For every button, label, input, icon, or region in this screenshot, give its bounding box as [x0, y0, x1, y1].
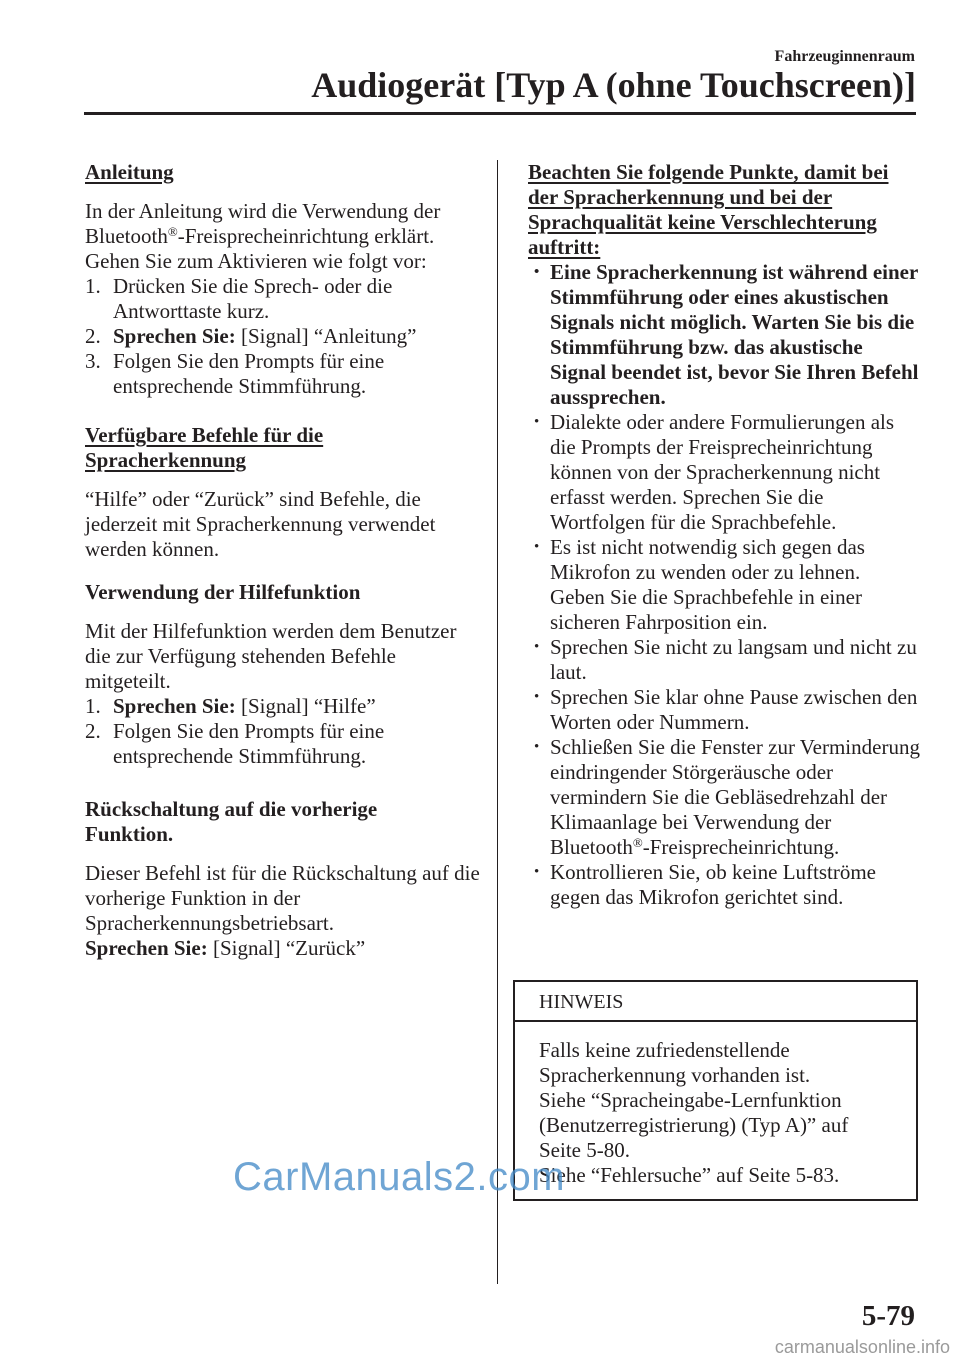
- precautions-heading: Beachten Sie folgende Punkte, damit bei der Spracherkennung und bei der Sprachqualität keine Verschlechterung auftritt:: [528, 160, 889, 259]
- help-heading: Verwendung der Hilfefunktion: [85, 580, 361, 604]
- step-item: 2. Sprechen Sie: [Signal] “Anleitung”: [85, 324, 417, 348]
- note-title: HINWEIS: [515, 982, 916, 1022]
- note-line: Spracherkennung vorhanden ist.: [539, 1063, 811, 1087]
- step-item: 1. Sprechen Sie: [Signal] “Hilfe”: [85, 694, 376, 718]
- back-heading: Rückschaltung auf die vorherige Funktion.: [85, 797, 378, 846]
- note-box: [513, 980, 918, 1201]
- page-title: Audiogerät [Typ A (ohne Touchscreen)]: [311, 65, 916, 105]
- help-text: Mit der Hilfefunktion werden dem Benutzer die zur Verfügung stehenden Befehle mitgeteilt.: [85, 619, 457, 693]
- back-text: Dieser Befehl ist für die Rückschaltung auf die vorherige Funktion in der Spracherkennungsbetriebsart.: [85, 861, 480, 935]
- header-rule: [84, 112, 916, 115]
- step-item: 3. Folgen Sie den Prompts für eine entsprechende Stimmführung.: [85, 349, 385, 398]
- right-column: [528, 160, 920, 910]
- anleitung-steps: [85, 274, 480, 399]
- list-item: • Kontrollieren Sie, ob keine Luftströme gegen das Mikrofon gerichtet sind.: [528, 860, 920, 910]
- watermark-logo: CarManuals2.com: [233, 1155, 566, 1199]
- section-label: Fahrzeuginnenraum: [774, 48, 915, 65]
- anleitung-heading: Anleitung: [85, 160, 174, 184]
- page-number: 5-79: [861, 1300, 915, 1332]
- note-line: Siehe “Fehlersuche” auf Seite 5-83.: [539, 1163, 840, 1187]
- footer-watermark: carmanualsonline.info: [774, 1337, 950, 1357]
- note-body: [515, 1022, 916, 1188]
- note-line: Siehe “Spracheingabe-Lernfunktion: [539, 1088, 842, 1112]
- help-steps: [85, 694, 480, 769]
- step-item: 1. Drücken Sie die Sprech- oder die Antworttaste kurz.: [85, 274, 393, 323]
- column-divider: [497, 160, 498, 1284]
- list-item: • Es ist nicht notwendig sich gegen das Mikrofon zu wenden oder zu lehnen. Geben Sie die Sprachbefehle in einer sicheren Fahrposition ein.: [528, 535, 920, 635]
- list-item: • Eine Spracherkennung ist während einer Stimmführung oder eines akustischen Signals nicht möglich. Warten Sie bis die Stimmführung bzw. das akustische Signal beendet ist, bevor Sie Ihren Befehl aussprechen.: [528, 260, 920, 410]
- precautions-list: [528, 260, 920, 910]
- list-item: • Schließen Sie die Fenster zur Verminderung eindringender Störgeräusche oder vermindern Sie die Gebläsedrehzahl der Klimaanlage bei Verwendung der Bluetooth®-Freisprecheinrichtung.: [528, 735, 920, 860]
- anleitung-intro: In der Anleitung wird die Verwendung der Bluetooth®-Freisprecheinrichtung erklärt. Gehen Sie zum Aktivieren wie folgt vor:: [85, 199, 441, 273]
- list-item: • Sprechen Sie klar ohne Pause zwischen den Worten oder Nummern.: [528, 685, 920, 735]
- list-item: • Sprechen Sie nicht zu langsam und nicht zu laut.: [528, 635, 920, 685]
- back-command: Sprechen Sie: [Signal] “Zurück”: [85, 936, 366, 960]
- left-column: [85, 160, 480, 961]
- list-item: • Dialekte oder andere Formulierungen als die Prompts der Freisprecheinrichtung können von der Spracherkennung nicht erfasst werden. Sprechen Sie die Wortfolgen für die Sprachbefehle.: [528, 410, 920, 535]
- available-commands-heading: Verfügbare Befehle für die Spracherkennung: [85, 423, 324, 472]
- available-commands-text: “Hilfe” oder “Zurück” sind Befehle, die jederzeit mit Spracherkennung verwendet werden können.: [85, 487, 436, 561]
- note-line: Falls keine zufriedenstellende: [539, 1038, 790, 1062]
- step-item: 2. Folgen Sie den Prompts für eine entsprechende Stimmführung.: [85, 719, 385, 768]
- note-line: Seite 5-80.: [539, 1138, 630, 1162]
- note-line: (Benutzerregistrierung) (Typ A)” auf: [539, 1113, 849, 1137]
